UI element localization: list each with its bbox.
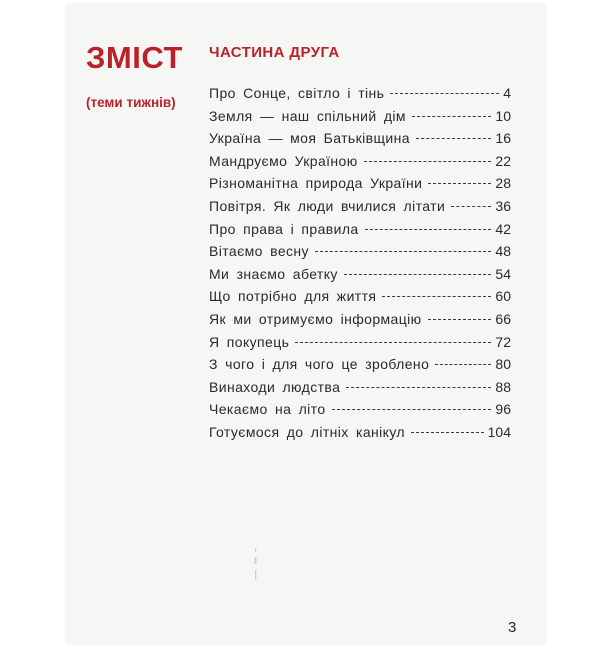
toc-entry-page: 80: [495, 356, 511, 373]
toc-leader: [346, 387, 491, 388]
toc-entry-title: Повітря. Як люди вчилися літати: [209, 197, 446, 214]
toc-entry: [209, 263, 511, 286]
toc-entry-page: 88: [495, 378, 511, 395]
toc-entry-page: 104: [487, 423, 511, 440]
toc-entry-title: Я покупець: [209, 333, 290, 350]
toc-entry-title: Ми знаємо абетку: [209, 265, 338, 282]
toc-leader: [416, 138, 491, 139]
toc-entry: [209, 398, 511, 421]
toc-leader: [435, 364, 491, 365]
toc-entry-page: 4: [503, 85, 511, 101]
toc-entry: [209, 195, 511, 218]
toc-leader: [412, 116, 491, 117]
toc-entry: [209, 172, 511, 195]
toc-entry: [209, 105, 511, 128]
toc-entry-title: Земля — наш спільний дім: [209, 107, 406, 124]
toc-entry: [209, 421, 511, 444]
toc-entry: [209, 127, 511, 150]
toc-leader: [364, 161, 492, 162]
toc-leader: [332, 409, 492, 410]
page-subtitle: (теми тижнів): [86, 95, 176, 110]
toc-entry-page: 48: [495, 243, 511, 260]
toc-leader: [382, 296, 491, 297]
toc-entry-page: 10: [495, 107, 511, 124]
toc-entry-title: Різноманітна природа України: [209, 175, 423, 192]
toc-leader: [390, 93, 499, 94]
toc-leader: [428, 319, 492, 320]
toc-entry: [209, 240, 511, 263]
paper-smudge: [253, 548, 259, 582]
toc-entry-page: 54: [495, 265, 511, 282]
table-of-contents: [209, 82, 511, 444]
toc-entry: [209, 353, 511, 376]
toc-entry-page: 22: [495, 152, 511, 169]
page-title: ЗМІСТ: [86, 40, 183, 75]
toc-leader: [344, 274, 492, 275]
toc-entry-page: 42: [495, 220, 511, 237]
toc-leader: [411, 432, 484, 433]
toc-entry-page: 60: [495, 288, 511, 305]
toc-entry: [209, 285, 511, 308]
page-number: 3: [508, 619, 517, 636]
toc-leader: [428, 183, 491, 184]
toc-entry-title: Вітаємо весну: [209, 243, 309, 260]
toc-entry: [209, 376, 511, 399]
toc-leader: [365, 229, 492, 230]
toc-leader: [315, 251, 491, 252]
toc-entry-page: 36: [495, 197, 511, 214]
toc-entry-title: Мандруємо Україною: [209, 152, 358, 169]
toc-entry-title: З чого і для чого це зроблено: [209, 356, 430, 373]
toc-entry-title: Про права і правила: [209, 220, 359, 237]
toc-entry: [209, 150, 511, 173]
toc-entry-title: Винаходи людства: [209, 378, 341, 395]
toc-entry-title: Україна — моя Батьківщина: [209, 130, 410, 147]
toc-entry: [209, 331, 511, 354]
toc-entry: [209, 82, 511, 105]
toc-entry: [209, 308, 511, 331]
toc-entry: [209, 218, 511, 241]
toc-entry-title: Що потрібно для життя: [209, 288, 377, 305]
toc-entry-page: 72: [495, 333, 511, 350]
toc-entry-title: Про Сонце, світло і тінь: [209, 85, 385, 101]
toc-entry-title: Чекаємо на літо: [209, 401, 326, 418]
toc-entry-title: Готуємося до літніх канікул: [209, 423, 405, 440]
toc-entry-page: 16: [495, 130, 511, 147]
section-heading: ЧАСТИНА ДРУГА: [209, 44, 340, 61]
toc-leader: [451, 206, 491, 207]
toc-entry-title: Як ми отримуємо інформацію: [209, 310, 422, 327]
toc-entry-page: 96: [495, 401, 511, 418]
toc-entry-page: 28: [495, 175, 511, 192]
toc-entry-page: 66: [495, 310, 511, 327]
toc-leader: [295, 342, 491, 343]
